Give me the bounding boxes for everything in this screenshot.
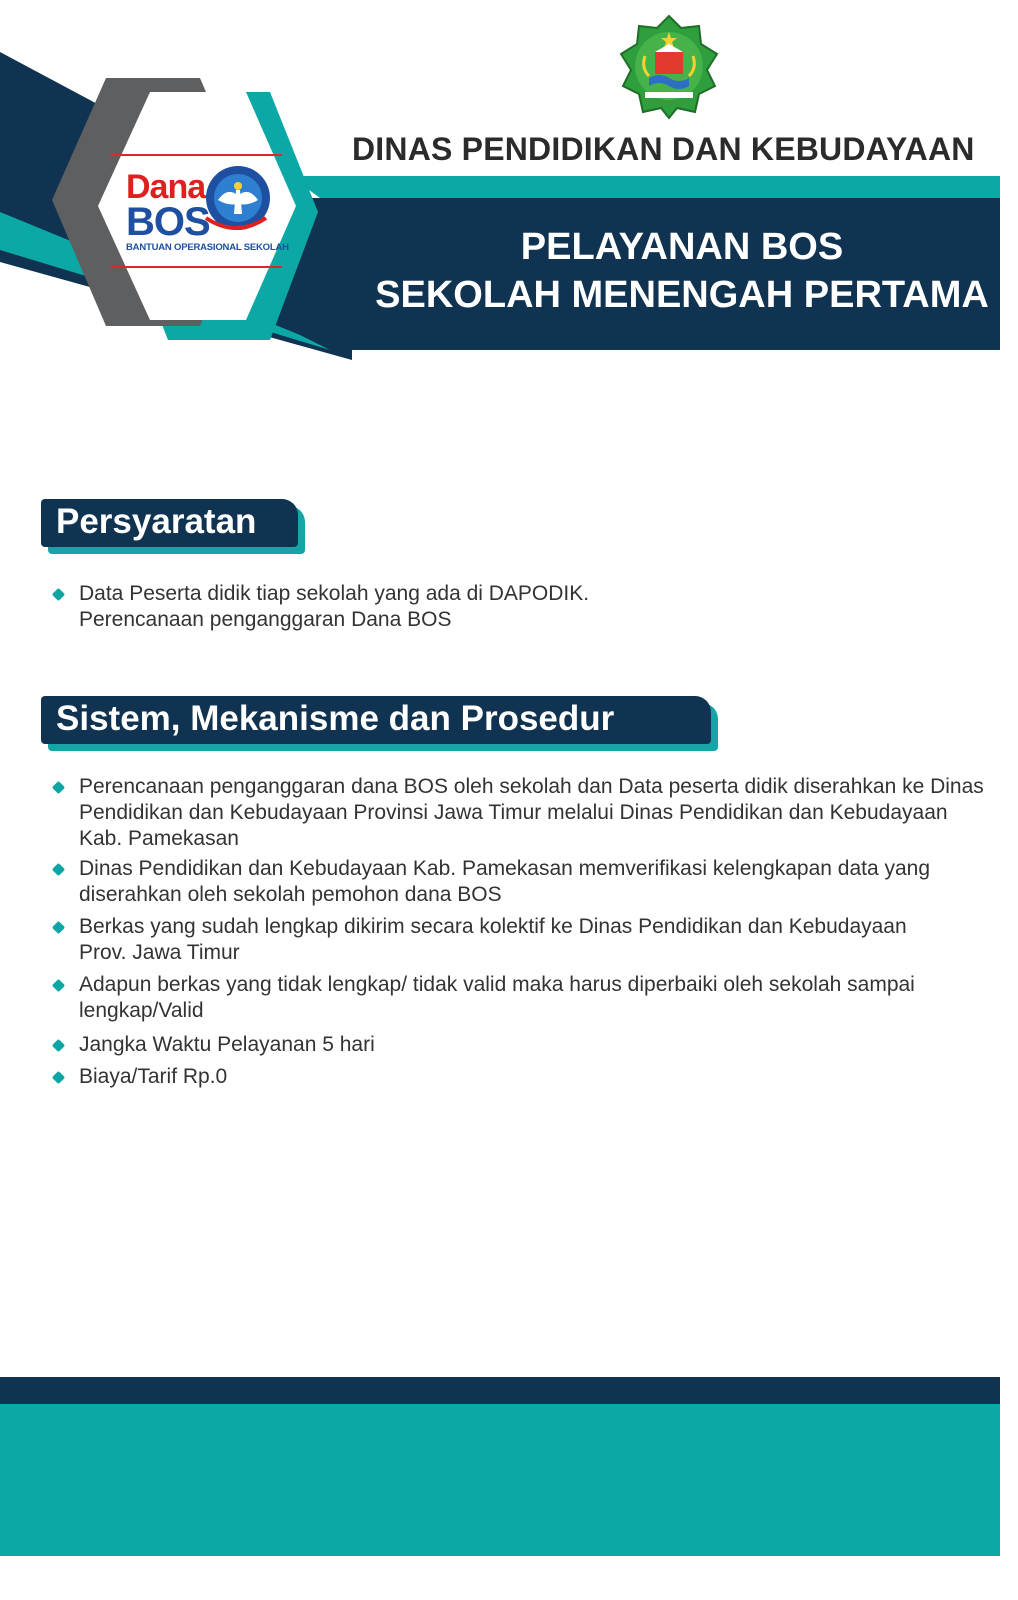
list-item <box>51 1064 984 1090</box>
logo-subtitle: BANTUAN OPERASIONAL SEKOLAH <box>126 242 289 253</box>
banner-title-line-2: SEKOLAH MENENGAH PERTAMA <box>375 274 989 316</box>
logo-dana-text: Dana <box>126 168 206 206</box>
bullet-icon <box>52 921 65 934</box>
logo-top-rule <box>110 154 282 156</box>
list-item-line: Dinas Pendidikan dan Kebudayaan Kab. Pamekasan memverifikasi kelengkapan data yang <box>79 857 931 880</box>
list-item-line: Adapun berkas yang tidak lengkap/ tidak valid maka harus diperbaiki oleh sekolah sampai <box>79 973 915 996</box>
pamekasan-crest-icon <box>615 12 723 120</box>
footer-teal-band <box>0 1404 1000 1556</box>
banner-title-line-1: PELAYANAN BOS <box>520 226 844 268</box>
list-item-line: Biaya/Tarif Rp.0 <box>79 1065 228 1088</box>
banner-title <box>352 223 1012 319</box>
prosedur-list <box>51 774 984 1090</box>
list-item <box>51 972 984 1024</box>
list-item <box>51 914 984 966</box>
bullet-icon <box>52 863 65 876</box>
agency-title: DINAS PENDIDIKAN DAN KEBUDAYAAN <box>352 131 975 167</box>
heading-persyaratan-label: Persyaratan <box>41 499 298 547</box>
list-item-line: Perencanaan penganggaran Dana BOS <box>79 608 452 631</box>
dana-bos-logo <box>110 154 289 272</box>
list-item <box>51 774 984 852</box>
logo-bottom-rule <box>110 266 282 268</box>
footer-navy-band <box>0 1377 1000 1404</box>
list-item-line: Berkas yang sudah lengkap dikirim secara kolektif ke Dinas Pendidikan dan Kebudayaan <box>79 915 907 938</box>
heading-prosedur-label: Sistem, Mekanisme dan Prosedur <box>41 696 711 744</box>
bullet-icon <box>52 781 65 794</box>
list-item <box>51 581 589 633</box>
bullet-icon <box>52 1039 65 1052</box>
list-item-line: Prov. Jawa Timur <box>79 941 240 964</box>
logo-bos-text: BOS <box>126 200 210 244</box>
persyaratan-list <box>51 581 589 633</box>
tut-wuri-handayani-emblem-icon <box>196 160 276 240</box>
banner-teal-stripe <box>290 176 1000 198</box>
bullet-icon <box>52 979 65 992</box>
list-item <box>51 856 984 908</box>
list-item-line: Jangka Waktu Pelayanan 5 hari <box>79 1033 375 1056</box>
list-item-line: lengkap/Valid <box>79 999 204 1022</box>
list-item-line: diserahkan oleh sekolah pemohon dana BOS <box>79 883 502 906</box>
list-item-line: Pendidikan dan Kebudayaan Provinsi Jawa Timur melalui Dinas Pendidikan dan Kebudayaan <box>79 801 948 824</box>
list-item-line: Data Peserta didik tiap sekolah yang ada di DAPODIK. <box>79 582 590 605</box>
list-item-line: Kab. Pamekasan <box>79 827 239 850</box>
bullet-icon <box>52 1071 65 1084</box>
bullet-icon <box>52 588 65 601</box>
list-item-line: Perencanaan penganggaran dana BOS oleh sekolah dan Data peserta didik diserahkan ke Dinas <box>79 775 984 798</box>
list-item <box>51 1032 984 1058</box>
